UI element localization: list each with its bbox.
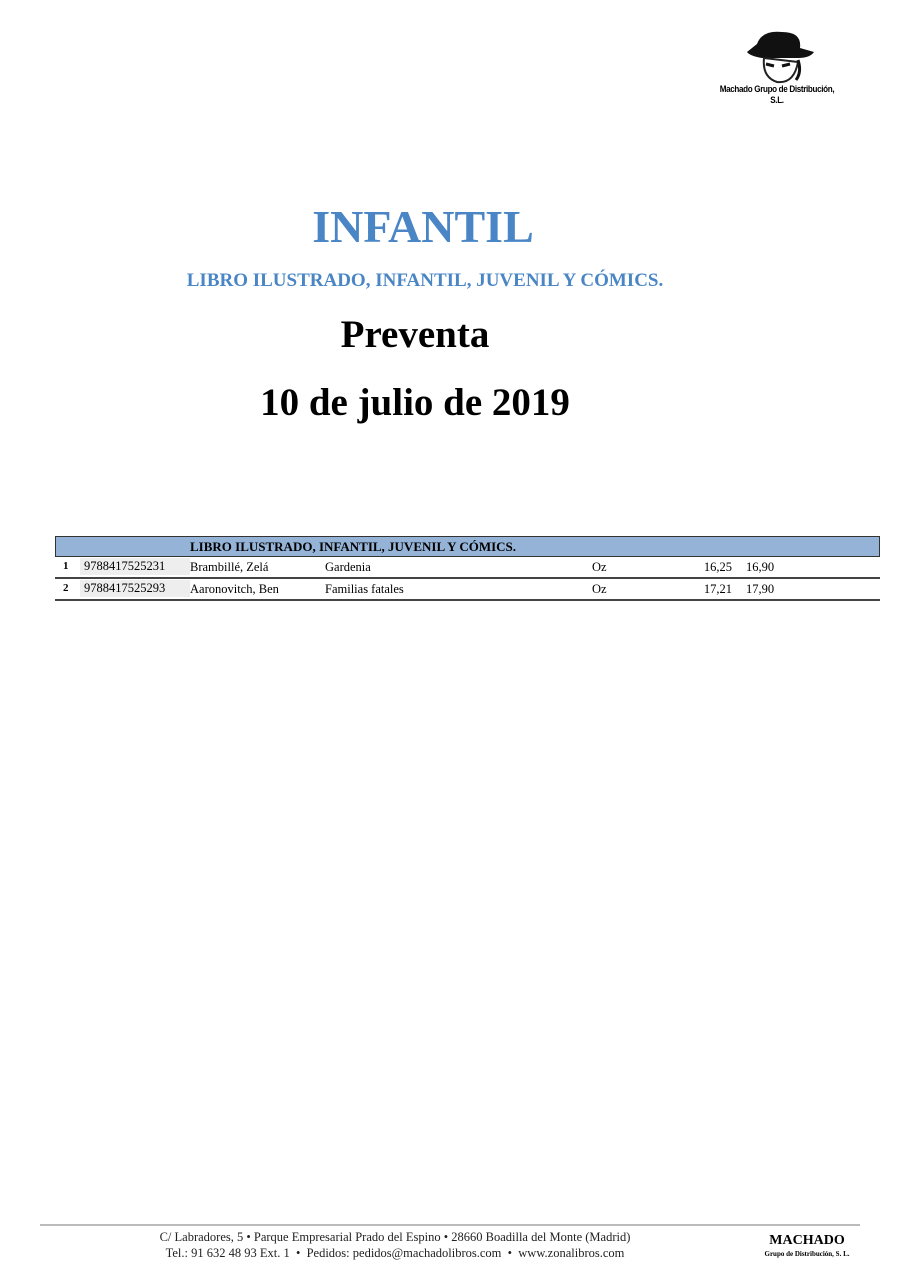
pvp: 17,90: [746, 582, 775, 596]
table-section-header: [55, 536, 880, 557]
isbn: 9788417525231: [80, 558, 190, 575]
price: 17,21: [703, 582, 732, 596]
table-row: [55, 579, 880, 601]
pvp: 16,90: [746, 560, 775, 574]
section-label: LIBRO ILUSTRADO, INFANTIL, JUVENIL Y CÓMICS.: [190, 539, 517, 554]
footer-contact: Tel.: 91 632 48 93 Ext. 1 • Pedidos: pedidos@machadolibros.com • www.zonalibros.com: [165, 1246, 625, 1260]
preventa-heading: Preventa: [340, 313, 490, 356]
row-number: 2: [63, 582, 69, 594]
footer-divider: [40, 1224, 860, 1226]
price: 16,25: [703, 560, 732, 574]
page-subtitle: LIBRO ILUSTRADO, INFANTIL, JUVENIL Y CÓMICS.: [186, 270, 664, 291]
isbn: 9788417525293: [80, 580, 190, 597]
date-heading: 10 de julio de 2019: [260, 381, 570, 424]
book-title: Familias fatales: [325, 582, 404, 596]
logo-text: Machado Grupo de Distribución, S.L.: [719, 84, 835, 106]
publisher: Oz: [592, 582, 607, 596]
publisher: Oz: [592, 560, 607, 574]
author: Aaronovitch, Ben: [190, 582, 279, 596]
book-title: Gardenia: [325, 560, 371, 574]
page-title: INFANTIL: [312, 201, 534, 252]
books-table: [55, 536, 880, 601]
row-number: 1: [63, 560, 69, 572]
footer-brand: MACHADO: [769, 1233, 845, 1248]
footer-brand-sub: Grupo de Distribución, S. L.: [764, 1250, 850, 1258]
author: Brambillé, Zelá: [190, 560, 269, 574]
table-row: [55, 557, 880, 579]
footer-address: C/ Labradores, 5 • Parque Empresarial Prado del Espino • 28660 Boadilla del Monte (Madrid): [159, 1230, 631, 1244]
